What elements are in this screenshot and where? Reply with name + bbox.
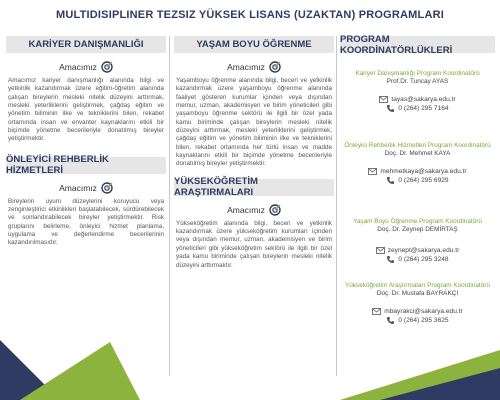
kariyer-aim <box>6 59 166 75</box>
rehberlik-text: Bireylerin uyum düzeylerini koruyucu veya zenginleştirici etkinlikleri başlatabilecek, sürdürebilecek ve sonlandırabilecek bireyler yetiştirmektir. Risk gruplarını belirleme, önleyici hizmet planlama, uygulama ve değerlendirme becerilerinin kazandırılmasıdır. <box>8 197 164 247</box>
aim-label: Amacımız <box>227 62 265 72</box>
coordinator-phone[interactable]: 0 (264) 295 7164 <box>398 105 449 112</box>
phone-icon <box>386 104 395 113</box>
coordinator-phone-row <box>340 316 495 325</box>
coordinator-name: Prof.Dr. Tuncay AYAS <box>386 78 449 85</box>
coordinator-name: Doç. Dr. Zeynep DEMİRTAŞ <box>377 226 458 233</box>
coordinator-email-row <box>340 167 495 176</box>
coordinator-email-row <box>340 307 495 316</box>
phone-icon <box>386 255 395 264</box>
envelope-icon <box>372 307 381 316</box>
koordinator-header: PROGRAM KOORDİNATÖRLÜKLERİ <box>340 36 495 53</box>
column-divider <box>336 36 337 376</box>
column-middle <box>174 36 334 270</box>
yasam-boyu-text: Yaşamboyu öğrenme alanında bilgi, beceri ve yetkinlik kazandırmak üzere yaşamboyu öğrenme alanında faaliyet gösteren kurumlar içinden veya dışından memur, uzman, akademisyen ve birim yöneticileri gibi yaşamboyu öğrenme sektörü ile ilgili bir özel yada kamu biriminde çalışan bireylerin mesleki nitelik düzeyini arttırmak, mesleki yeterliklerini geliştirmek, çağdaş eğitim ve yönetim biliminin ilke ve tekniklerini bilen, rekabet ortamında her türlü insan ve madde kaynaklarını etkili bir biçimde yönetme becerileriyle donatılmış bireyler yetiştirmektir. <box>176 77 332 168</box>
yasam-boyu-aim <box>174 59 334 75</box>
coordinator-phone-row <box>340 255 495 264</box>
coordinator-phone[interactable]: 0 (264) 295 3625 <box>398 317 449 324</box>
rehberlik-aim <box>6 180 166 196</box>
coordinator-email[interactable]: tayas@sakarya.edu.tr <box>391 96 456 103</box>
yuksekogretim-aim <box>174 202 334 218</box>
aim-label: Amacımız <box>59 182 97 193</box>
yuksekogretim-text: Yükseköğretim alanında bilgi, beceri ve yetkinlik kazandırmak üzere yükseköğretim kurumları içinden veya dışından memur, uzman, akademisyen ve birim yöneticileri gibi yükseköğretim sektörü ile ilgili bir özel yada kamu biriminde çalışan bireylerin mesleki nitelik düzeyini arttırmaktır. <box>176 219 332 269</box>
coordinator-title: Yaşam Boyu Öğrenme Program Koordinatörü <box>353 218 482 225</box>
coordinator-email-row <box>340 95 495 104</box>
page-title: MULTIDISIPLINER TEZSIZ YÜKSEK LISANS (UZAKTAN) PROGRAMLARI <box>55 9 445 21</box>
coordinator-phone-row <box>340 176 495 185</box>
envelope-icon <box>376 246 385 255</box>
coordinator-email[interactable]: mehmetkaya@sakarya.edu.tr <box>380 168 467 175</box>
yasam-boyu-header: YAŞAM BOYU ÖĞRENME <box>174 36 334 53</box>
coordinator-card <box>340 282 495 325</box>
coordinator-card <box>340 70 495 113</box>
coordinator-card <box>340 218 495 264</box>
target-icon <box>269 204 281 216</box>
decorative-navy-shape <box>340 340 500 400</box>
envelope-icon <box>379 95 388 104</box>
coordinator-title: Önleyici Rehberlik Hizmetleri Program Koordinatörü <box>344 142 491 149</box>
coordinator-title: Yükseköğretim Araştırmaları Program Koordinatörü <box>345 282 490 289</box>
target-icon <box>101 61 113 73</box>
coordinator-name: Doç. Dr. Mehmet KAYA <box>384 150 451 157</box>
column-left <box>6 36 166 248</box>
rehberlik-header: ÖNLEYİCİ REHBERLİK HİZMETLERİ <box>6 157 166 174</box>
coordinator-card <box>340 142 495 185</box>
coordinator-phone[interactable]: 0 (264) 295 3248 <box>398 256 449 263</box>
phone-icon <box>386 176 395 185</box>
coordinator-email-row <box>340 246 495 255</box>
kariyer-text: Amacımız kariyer danışmanlığı alanında bilgi ve yetkinlik kazandırmak üzere eğitim-öğretim alanında çalışan bireylerin mesleki nitelik düzeyini arttırmak, mesleki yeterliklerini geliştirmek, çağdaş eğitim ve yönetim biliminin ilke ve tekniklerini bilen, rekabet ortamında insan ve envanter kaynaklarını etkili bir biçimde yönetme becerileriyle donatılmış bireyler yetiştirmektir. <box>8 77 164 143</box>
decorative-green-shape <box>0 320 140 400</box>
yuksekogretim-header: YÜKSEKÖĞRETİM ARAŞTIRMALARI <box>174 179 334 196</box>
aim-label: Amacımız <box>59 62 97 72</box>
column-divider <box>169 36 170 376</box>
coordinator-phone[interactable]: 0 (264) 295 6929 <box>398 177 449 184</box>
aim-label: Amacımız <box>227 204 265 215</box>
coordinator-title: Kariyer Danışmanlığı Program Koordinatörü <box>355 70 480 77</box>
envelope-icon <box>368 167 377 176</box>
coordinator-phone-row <box>340 104 495 113</box>
target-icon <box>101 182 113 194</box>
phone-icon <box>386 316 395 325</box>
coordinator-email[interactable]: zeynept@sakarya.edu.tr <box>387 247 460 254</box>
target-icon <box>269 61 281 73</box>
column-right <box>340 33 495 324</box>
kariyer-header: KARİYER DANIŞMANLIĞI <box>6 36 166 53</box>
coordinator-email[interactable]: mbayrakci@sakarya.edu.tr <box>384 308 463 315</box>
coordinator-name: Doç. Dr. Mustafa BAYRAKÇI <box>376 290 459 297</box>
